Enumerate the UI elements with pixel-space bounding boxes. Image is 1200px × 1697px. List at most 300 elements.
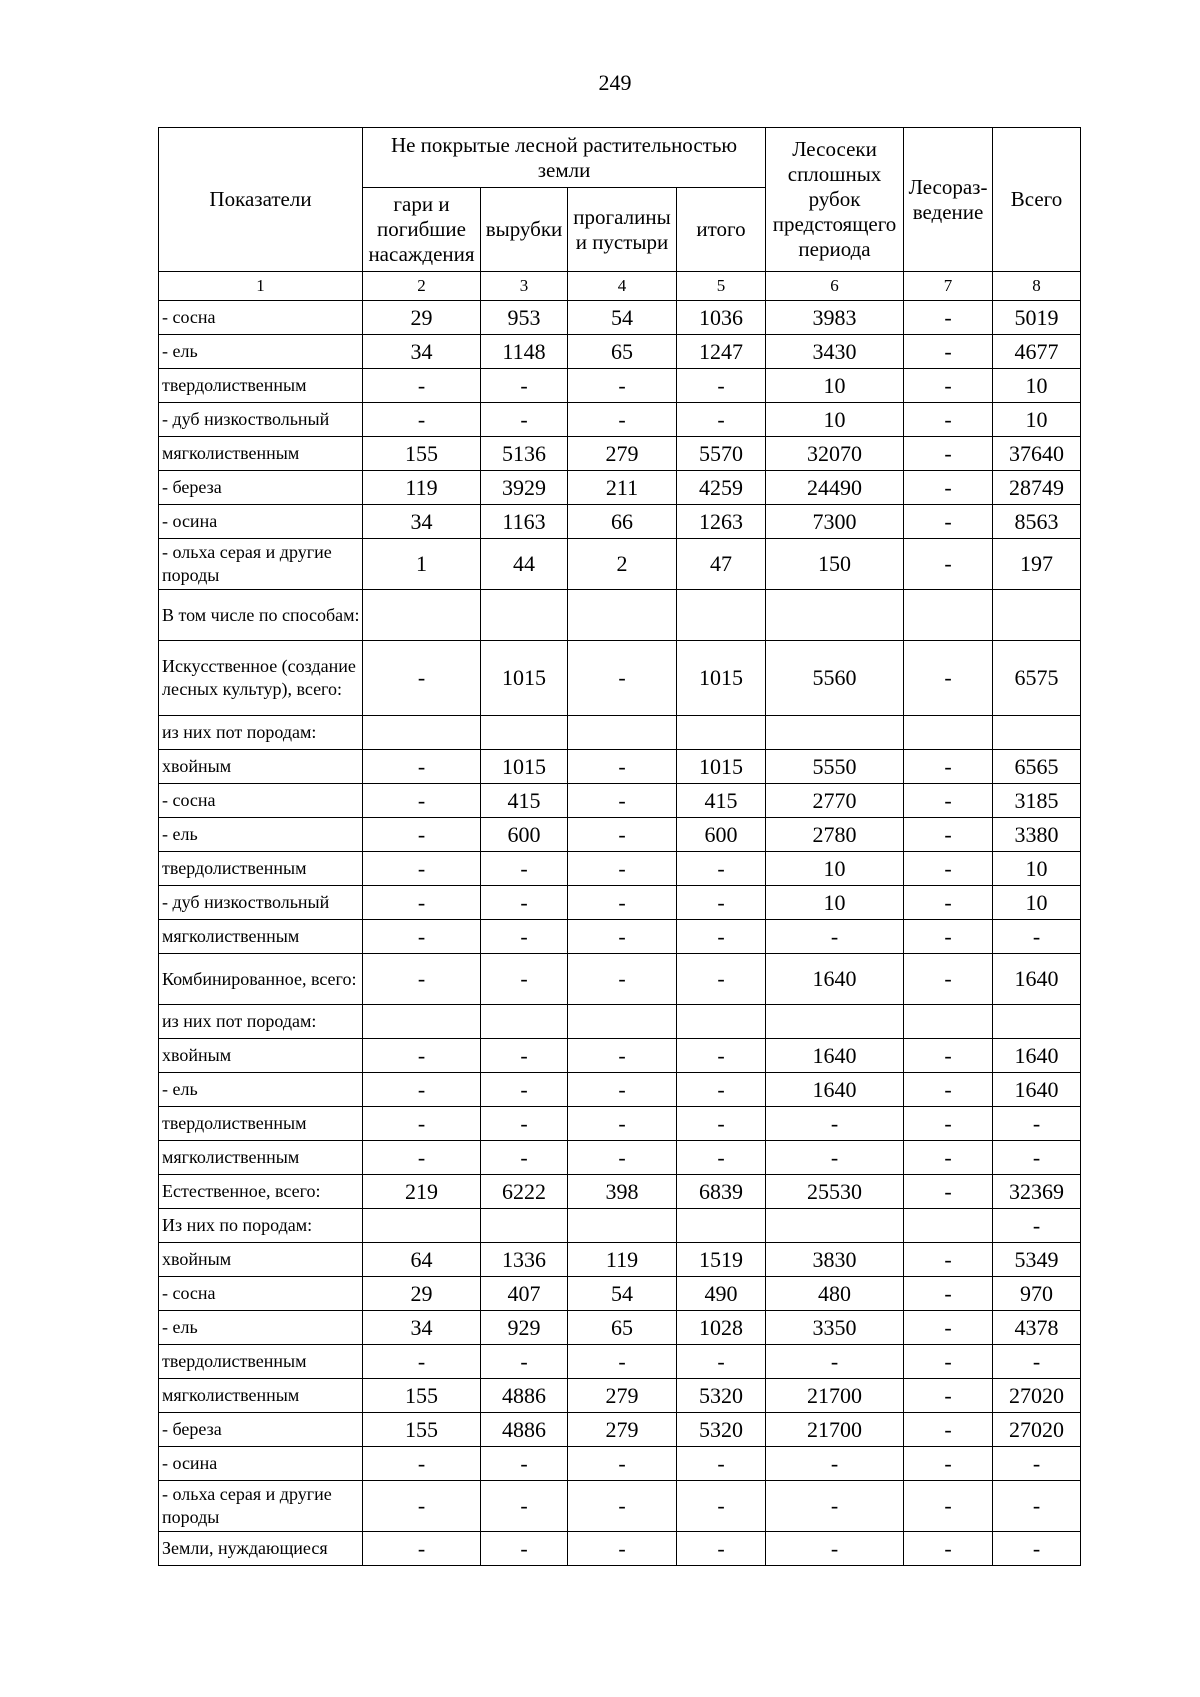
table-cell: - xyxy=(481,369,568,403)
table-cell: - xyxy=(677,886,766,920)
table-cell: 1640 xyxy=(993,1039,1081,1073)
table-cell: 8563 xyxy=(993,505,1081,539)
table-cell: - xyxy=(481,954,568,1005)
table-cell: - xyxy=(568,1345,677,1379)
table-cell: - xyxy=(481,403,568,437)
table-cell: - xyxy=(993,920,1081,954)
table-row xyxy=(159,1379,1081,1413)
table-cell xyxy=(904,1005,993,1039)
table-cell: - xyxy=(363,1107,481,1141)
table-cell: - xyxy=(904,641,993,716)
table-row xyxy=(159,716,1081,750)
table-row xyxy=(159,784,1081,818)
table-cell: 54 xyxy=(568,1277,677,1311)
table-row xyxy=(159,1413,1081,1447)
table-cell: - xyxy=(481,920,568,954)
table-cell: - xyxy=(568,852,677,886)
table-cell: - xyxy=(363,852,481,886)
table-cell: 4677 xyxy=(993,335,1081,369)
table-cell: - xyxy=(568,1039,677,1073)
table-cell: 66 xyxy=(568,505,677,539)
table-cell: - xyxy=(904,1277,993,1311)
table-cell xyxy=(766,1209,904,1243)
row-label: - ель xyxy=(159,1311,363,1345)
row-label: Из них по породам: xyxy=(159,1209,363,1243)
table-cell: - xyxy=(904,505,993,539)
row-label: мягколиственным xyxy=(159,920,363,954)
row-label: твердолиственным xyxy=(159,852,363,886)
table-cell: 4886 xyxy=(481,1413,568,1447)
table-cell: 3430 xyxy=(766,335,904,369)
table-cell xyxy=(363,1209,481,1243)
table-cell: 65 xyxy=(568,1311,677,1345)
table-cell: - xyxy=(568,369,677,403)
table-cell: 1247 xyxy=(677,335,766,369)
table-cell: 600 xyxy=(481,818,568,852)
table-body xyxy=(159,301,1081,1566)
row-label: твердолиственным xyxy=(159,1345,363,1379)
column-number: 2 xyxy=(363,272,481,301)
table-cell: 119 xyxy=(363,471,481,505)
table-cell: 279 xyxy=(568,1413,677,1447)
table-cell: 4378 xyxy=(993,1311,1081,1345)
header-glades: прогалины и пустыри xyxy=(568,188,677,272)
table-cell: 219 xyxy=(363,1175,481,1209)
table-cell: 3380 xyxy=(993,818,1081,852)
table-cell: 5550 xyxy=(766,750,904,784)
column-number: 7 xyxy=(904,272,993,301)
table-cell: - xyxy=(904,403,993,437)
row-label: - ель xyxy=(159,335,363,369)
header-subtotal: итого xyxy=(677,188,766,272)
table-cell: 21700 xyxy=(766,1413,904,1447)
table-cell: - xyxy=(766,1345,904,1379)
table-cell: 10 xyxy=(993,886,1081,920)
row-label: Естественное, всего: xyxy=(159,1175,363,1209)
table-cell xyxy=(481,716,568,750)
table-row xyxy=(159,1005,1081,1039)
table-cell: - xyxy=(481,1039,568,1073)
table-cell: - xyxy=(481,1073,568,1107)
table-cell: 1028 xyxy=(677,1311,766,1345)
table-cell xyxy=(993,590,1081,641)
table-cell: - xyxy=(363,369,481,403)
table-cell: - xyxy=(677,1447,766,1481)
header-plantation: Лесораз-ведение xyxy=(904,128,993,272)
table-cell: - xyxy=(904,1481,993,1532)
table-cell: 1015 xyxy=(677,750,766,784)
table-cell: 407 xyxy=(481,1277,568,1311)
table-cell: - xyxy=(481,1447,568,1481)
header-total: Всего xyxy=(993,128,1081,272)
row-label: В том числе по способам: xyxy=(159,590,363,641)
table-row xyxy=(159,539,1081,590)
table-cell: - xyxy=(677,1345,766,1379)
table-cell: - xyxy=(904,818,993,852)
table-cell: - xyxy=(904,471,993,505)
table-cell: - xyxy=(993,1481,1081,1532)
table-row xyxy=(159,920,1081,954)
table-cell: 65 xyxy=(568,335,677,369)
table-cell: 7300 xyxy=(766,505,904,539)
table-cell xyxy=(481,1005,568,1039)
table-cell: 10 xyxy=(766,403,904,437)
table-cell: 5019 xyxy=(993,301,1081,335)
table-cell: 5349 xyxy=(993,1243,1081,1277)
row-label: Земли, нуждающиеся xyxy=(159,1532,363,1566)
table-cell: - xyxy=(481,1345,568,1379)
table-cell: 6222 xyxy=(481,1175,568,1209)
table-cell: - xyxy=(904,1413,993,1447)
row-label: - сосна xyxy=(159,784,363,818)
table-cell: - xyxy=(363,1141,481,1175)
table-cell: 279 xyxy=(568,1379,677,1413)
header-not-covered: Не покрытые лесной растительностью земли xyxy=(363,128,766,188)
table-cell: - xyxy=(568,750,677,784)
table-row xyxy=(159,437,1081,471)
table-cell: 3929 xyxy=(481,471,568,505)
table-row xyxy=(159,1311,1081,1345)
row-label: хвойным xyxy=(159,1243,363,1277)
table-cell: - xyxy=(993,1532,1081,1566)
table-row xyxy=(159,1141,1081,1175)
table-cell: - xyxy=(993,1447,1081,1481)
table-cell: 32369 xyxy=(993,1175,1081,1209)
table-cell: - xyxy=(363,1532,481,1566)
table-cell: - xyxy=(904,1039,993,1073)
table-cell: 5320 xyxy=(677,1379,766,1413)
table-row xyxy=(159,403,1081,437)
page-number: 249 xyxy=(598,70,632,95)
table-cell: - xyxy=(904,1345,993,1379)
table-cell: 2770 xyxy=(766,784,904,818)
table-cell: 3350 xyxy=(766,1311,904,1345)
row-label: хвойным xyxy=(159,1039,363,1073)
header-indicators: Показатели xyxy=(159,128,363,272)
row-label: - осина xyxy=(159,505,363,539)
table-cell: 953 xyxy=(481,301,568,335)
table-cell: - xyxy=(481,1141,568,1175)
table-cell xyxy=(677,1005,766,1039)
column-number: 8 xyxy=(993,272,1081,301)
table-cell: 34 xyxy=(363,1311,481,1345)
table-cell: - xyxy=(904,920,993,954)
table-cell: 10 xyxy=(993,369,1081,403)
row-label: - дуб низкоствольный xyxy=(159,886,363,920)
table-cell: - xyxy=(568,954,677,1005)
table-cell: - xyxy=(904,539,993,590)
table-cell: 1015 xyxy=(481,750,568,784)
table-cell xyxy=(677,1209,766,1243)
table-cell: 24490 xyxy=(766,471,904,505)
column-number: 5 xyxy=(677,272,766,301)
table-cell xyxy=(904,716,993,750)
table-row xyxy=(159,750,1081,784)
table-cell xyxy=(993,716,1081,750)
table-cell: - xyxy=(481,1532,568,1566)
table-cell: - xyxy=(363,784,481,818)
table-row xyxy=(159,1107,1081,1141)
table-cell: - xyxy=(363,403,481,437)
row-label: мягколиственным xyxy=(159,1141,363,1175)
row-label: - ель xyxy=(159,818,363,852)
table-cell: - xyxy=(904,1107,993,1141)
table-cell: 34 xyxy=(363,505,481,539)
table-cell: - xyxy=(568,920,677,954)
table-cell: - xyxy=(904,369,993,403)
table-cell xyxy=(568,716,677,750)
table-cell: 29 xyxy=(363,1277,481,1311)
table-cell: - xyxy=(904,1243,993,1277)
table-cell: 1036 xyxy=(677,301,766,335)
table-cell: 4259 xyxy=(677,471,766,505)
row-label: - ель xyxy=(159,1073,363,1107)
row-label: мягколиственным xyxy=(159,1379,363,1413)
table-cell: 29 xyxy=(363,301,481,335)
table-cell: - xyxy=(677,954,766,1005)
table-cell: 1640 xyxy=(766,1073,904,1107)
table-row xyxy=(159,1481,1081,1532)
table-cell: - xyxy=(904,1311,993,1345)
table-cell: - xyxy=(568,886,677,920)
table-cell: 119 xyxy=(568,1243,677,1277)
table-cell: 10 xyxy=(993,403,1081,437)
table-cell: - xyxy=(568,1141,677,1175)
row-label: - ольха серая и другие породы xyxy=(159,1481,363,1532)
table-cell: 32070 xyxy=(766,437,904,471)
table-cell: 197 xyxy=(993,539,1081,590)
table-cell: 1640 xyxy=(766,954,904,1005)
table-cell: 34 xyxy=(363,335,481,369)
table-cell: - xyxy=(677,1481,766,1532)
table-row xyxy=(159,590,1081,641)
table-cell: - xyxy=(766,1107,904,1141)
table-cell: 1640 xyxy=(993,1073,1081,1107)
table-row xyxy=(159,301,1081,335)
table-row xyxy=(159,369,1081,403)
table-cell: - xyxy=(993,1141,1081,1175)
table-cell: 970 xyxy=(993,1277,1081,1311)
row-label: из них пот породам: xyxy=(159,1005,363,1039)
table-cell: 44 xyxy=(481,539,568,590)
table-row xyxy=(159,471,1081,505)
table-cell: - xyxy=(568,784,677,818)
table-cell xyxy=(677,590,766,641)
table-cell: 25530 xyxy=(766,1175,904,1209)
table-cell: - xyxy=(363,641,481,716)
table-cell: - xyxy=(766,1447,904,1481)
table-cell: - xyxy=(568,1107,677,1141)
row-label: мягколиственным xyxy=(159,437,363,471)
table-cell: 929 xyxy=(481,1311,568,1345)
table-cell: 5570 xyxy=(677,437,766,471)
table-cell: - xyxy=(568,641,677,716)
table-cell: 155 xyxy=(363,1413,481,1447)
table-row xyxy=(159,1243,1081,1277)
table-cell: 415 xyxy=(677,784,766,818)
table-cell: 5320 xyxy=(677,1413,766,1447)
forest-lands-table xyxy=(158,127,1081,1566)
table-cell: 1640 xyxy=(993,954,1081,1005)
table-cell: - xyxy=(363,886,481,920)
row-label: - сосна xyxy=(159,1277,363,1311)
table-cell: 279 xyxy=(568,437,677,471)
table-cell: - xyxy=(481,886,568,920)
row-label: - сосна xyxy=(159,301,363,335)
table-cell: - xyxy=(363,750,481,784)
row-label: - береза xyxy=(159,1413,363,1447)
table-cell: - xyxy=(904,1447,993,1481)
table-cell: - xyxy=(481,852,568,886)
table-cell xyxy=(363,590,481,641)
table-cell: 1163 xyxy=(481,505,568,539)
table-cell: 5560 xyxy=(766,641,904,716)
table-cell: 2780 xyxy=(766,818,904,852)
table-cell: - xyxy=(677,1141,766,1175)
table-cell xyxy=(568,590,677,641)
table-cell: - xyxy=(363,920,481,954)
table-cell: 155 xyxy=(363,437,481,471)
row-label: из них пот породам: xyxy=(159,716,363,750)
table-cell: 155 xyxy=(363,1379,481,1413)
table-cell: - xyxy=(993,1345,1081,1379)
table-cell: - xyxy=(677,852,766,886)
table-cell xyxy=(568,1005,677,1039)
table-cell: - xyxy=(363,818,481,852)
table-cell: - xyxy=(766,920,904,954)
table-cell xyxy=(363,716,481,750)
table-row xyxy=(159,1447,1081,1481)
table-cell: 490 xyxy=(677,1277,766,1311)
table-row xyxy=(159,1277,1081,1311)
table-cell: - xyxy=(904,750,993,784)
table-cell: - xyxy=(363,1481,481,1532)
table-cell: 415 xyxy=(481,784,568,818)
table-cell: - xyxy=(993,1107,1081,1141)
table-cell: - xyxy=(568,1481,677,1532)
header-clearings: вырубки xyxy=(481,188,568,272)
table-row xyxy=(159,1345,1081,1379)
table-cell: - xyxy=(766,1532,904,1566)
table-cell: 47 xyxy=(677,539,766,590)
table-cell: - xyxy=(766,1481,904,1532)
table-cell: - xyxy=(677,1039,766,1073)
table-cell: - xyxy=(993,1209,1081,1243)
row-label: твердолиственным xyxy=(159,1107,363,1141)
table-cell: 6565 xyxy=(993,750,1081,784)
table-cell: - xyxy=(904,1141,993,1175)
table-cell xyxy=(363,1005,481,1039)
table-cell: - xyxy=(904,852,993,886)
table-cell: 1015 xyxy=(677,641,766,716)
table-cell: 54 xyxy=(568,301,677,335)
table-cell: - xyxy=(904,437,993,471)
header-burned: гари и погибшие насаждения xyxy=(363,188,481,272)
row-label: хвойным xyxy=(159,750,363,784)
table-cell: 1640 xyxy=(766,1039,904,1073)
row-label: - дуб низкоствольный xyxy=(159,403,363,437)
table-cell xyxy=(904,590,993,641)
table-cell: 6575 xyxy=(993,641,1081,716)
table-cell: - xyxy=(568,1073,677,1107)
column-number: 1 xyxy=(159,272,363,301)
row-label: Искусственное (создание лесных культур), всего: xyxy=(159,641,363,716)
table-cell xyxy=(766,590,904,641)
table-cell: - xyxy=(904,784,993,818)
table-cell: 27020 xyxy=(993,1379,1081,1413)
table-cell: - xyxy=(568,818,677,852)
table-row xyxy=(159,1073,1081,1107)
row-label: - осина xyxy=(159,1447,363,1481)
table-cell: 3185 xyxy=(993,784,1081,818)
table-row xyxy=(159,954,1081,1005)
table-cell: - xyxy=(481,1481,568,1532)
table-cell: 10 xyxy=(766,886,904,920)
table-cell: - xyxy=(677,920,766,954)
table-cell: 480 xyxy=(766,1277,904,1311)
table-row xyxy=(159,641,1081,716)
table-cell: 3983 xyxy=(766,301,904,335)
table-row xyxy=(159,1175,1081,1209)
table-cell: 37640 xyxy=(993,437,1081,471)
table-cell: - xyxy=(677,1532,766,1566)
table-cell: - xyxy=(904,1379,993,1413)
table-cell: - xyxy=(904,1175,993,1209)
table-cell: 10 xyxy=(766,852,904,886)
row-label: твердолиственным xyxy=(159,369,363,403)
table-row xyxy=(159,1039,1081,1073)
table-cell: 1 xyxy=(363,539,481,590)
table-cell: - xyxy=(677,403,766,437)
table-cell: 398 xyxy=(568,1175,677,1209)
table-cell xyxy=(993,1005,1081,1039)
table-cell: - xyxy=(363,1345,481,1379)
table-cell: - xyxy=(904,301,993,335)
table-row xyxy=(159,818,1081,852)
table-row xyxy=(159,1209,1081,1243)
table-cell: - xyxy=(904,954,993,1005)
table-cell: 3830 xyxy=(766,1243,904,1277)
row-label: Комбинированное, всего: xyxy=(159,954,363,1005)
header-row-1 xyxy=(159,128,1081,188)
table-cell xyxy=(677,716,766,750)
table-cell: - xyxy=(766,1141,904,1175)
column-number: 6 xyxy=(766,272,904,301)
table-cell: 5136 xyxy=(481,437,568,471)
table-cell: 1148 xyxy=(481,335,568,369)
table-cell: 27020 xyxy=(993,1413,1081,1447)
table-cell: - xyxy=(568,403,677,437)
table-row xyxy=(159,335,1081,369)
table-cell: - xyxy=(677,1107,766,1141)
table-cell: - xyxy=(677,1073,766,1107)
table-cell xyxy=(481,590,568,641)
table-cell: 1263 xyxy=(677,505,766,539)
table-cell: - xyxy=(568,1532,677,1566)
table-cell xyxy=(766,716,904,750)
table-cell: 1015 xyxy=(481,641,568,716)
table-cell xyxy=(766,1005,904,1039)
table-cell: 10 xyxy=(993,852,1081,886)
table-row xyxy=(159,886,1081,920)
table-cell: 2 xyxy=(568,539,677,590)
table-row xyxy=(159,505,1081,539)
table-cell: - xyxy=(904,1532,993,1566)
table-cell: - xyxy=(481,1107,568,1141)
table-cell: 211 xyxy=(568,471,677,505)
table-cell xyxy=(481,1209,568,1243)
table-row xyxy=(159,1532,1081,1566)
